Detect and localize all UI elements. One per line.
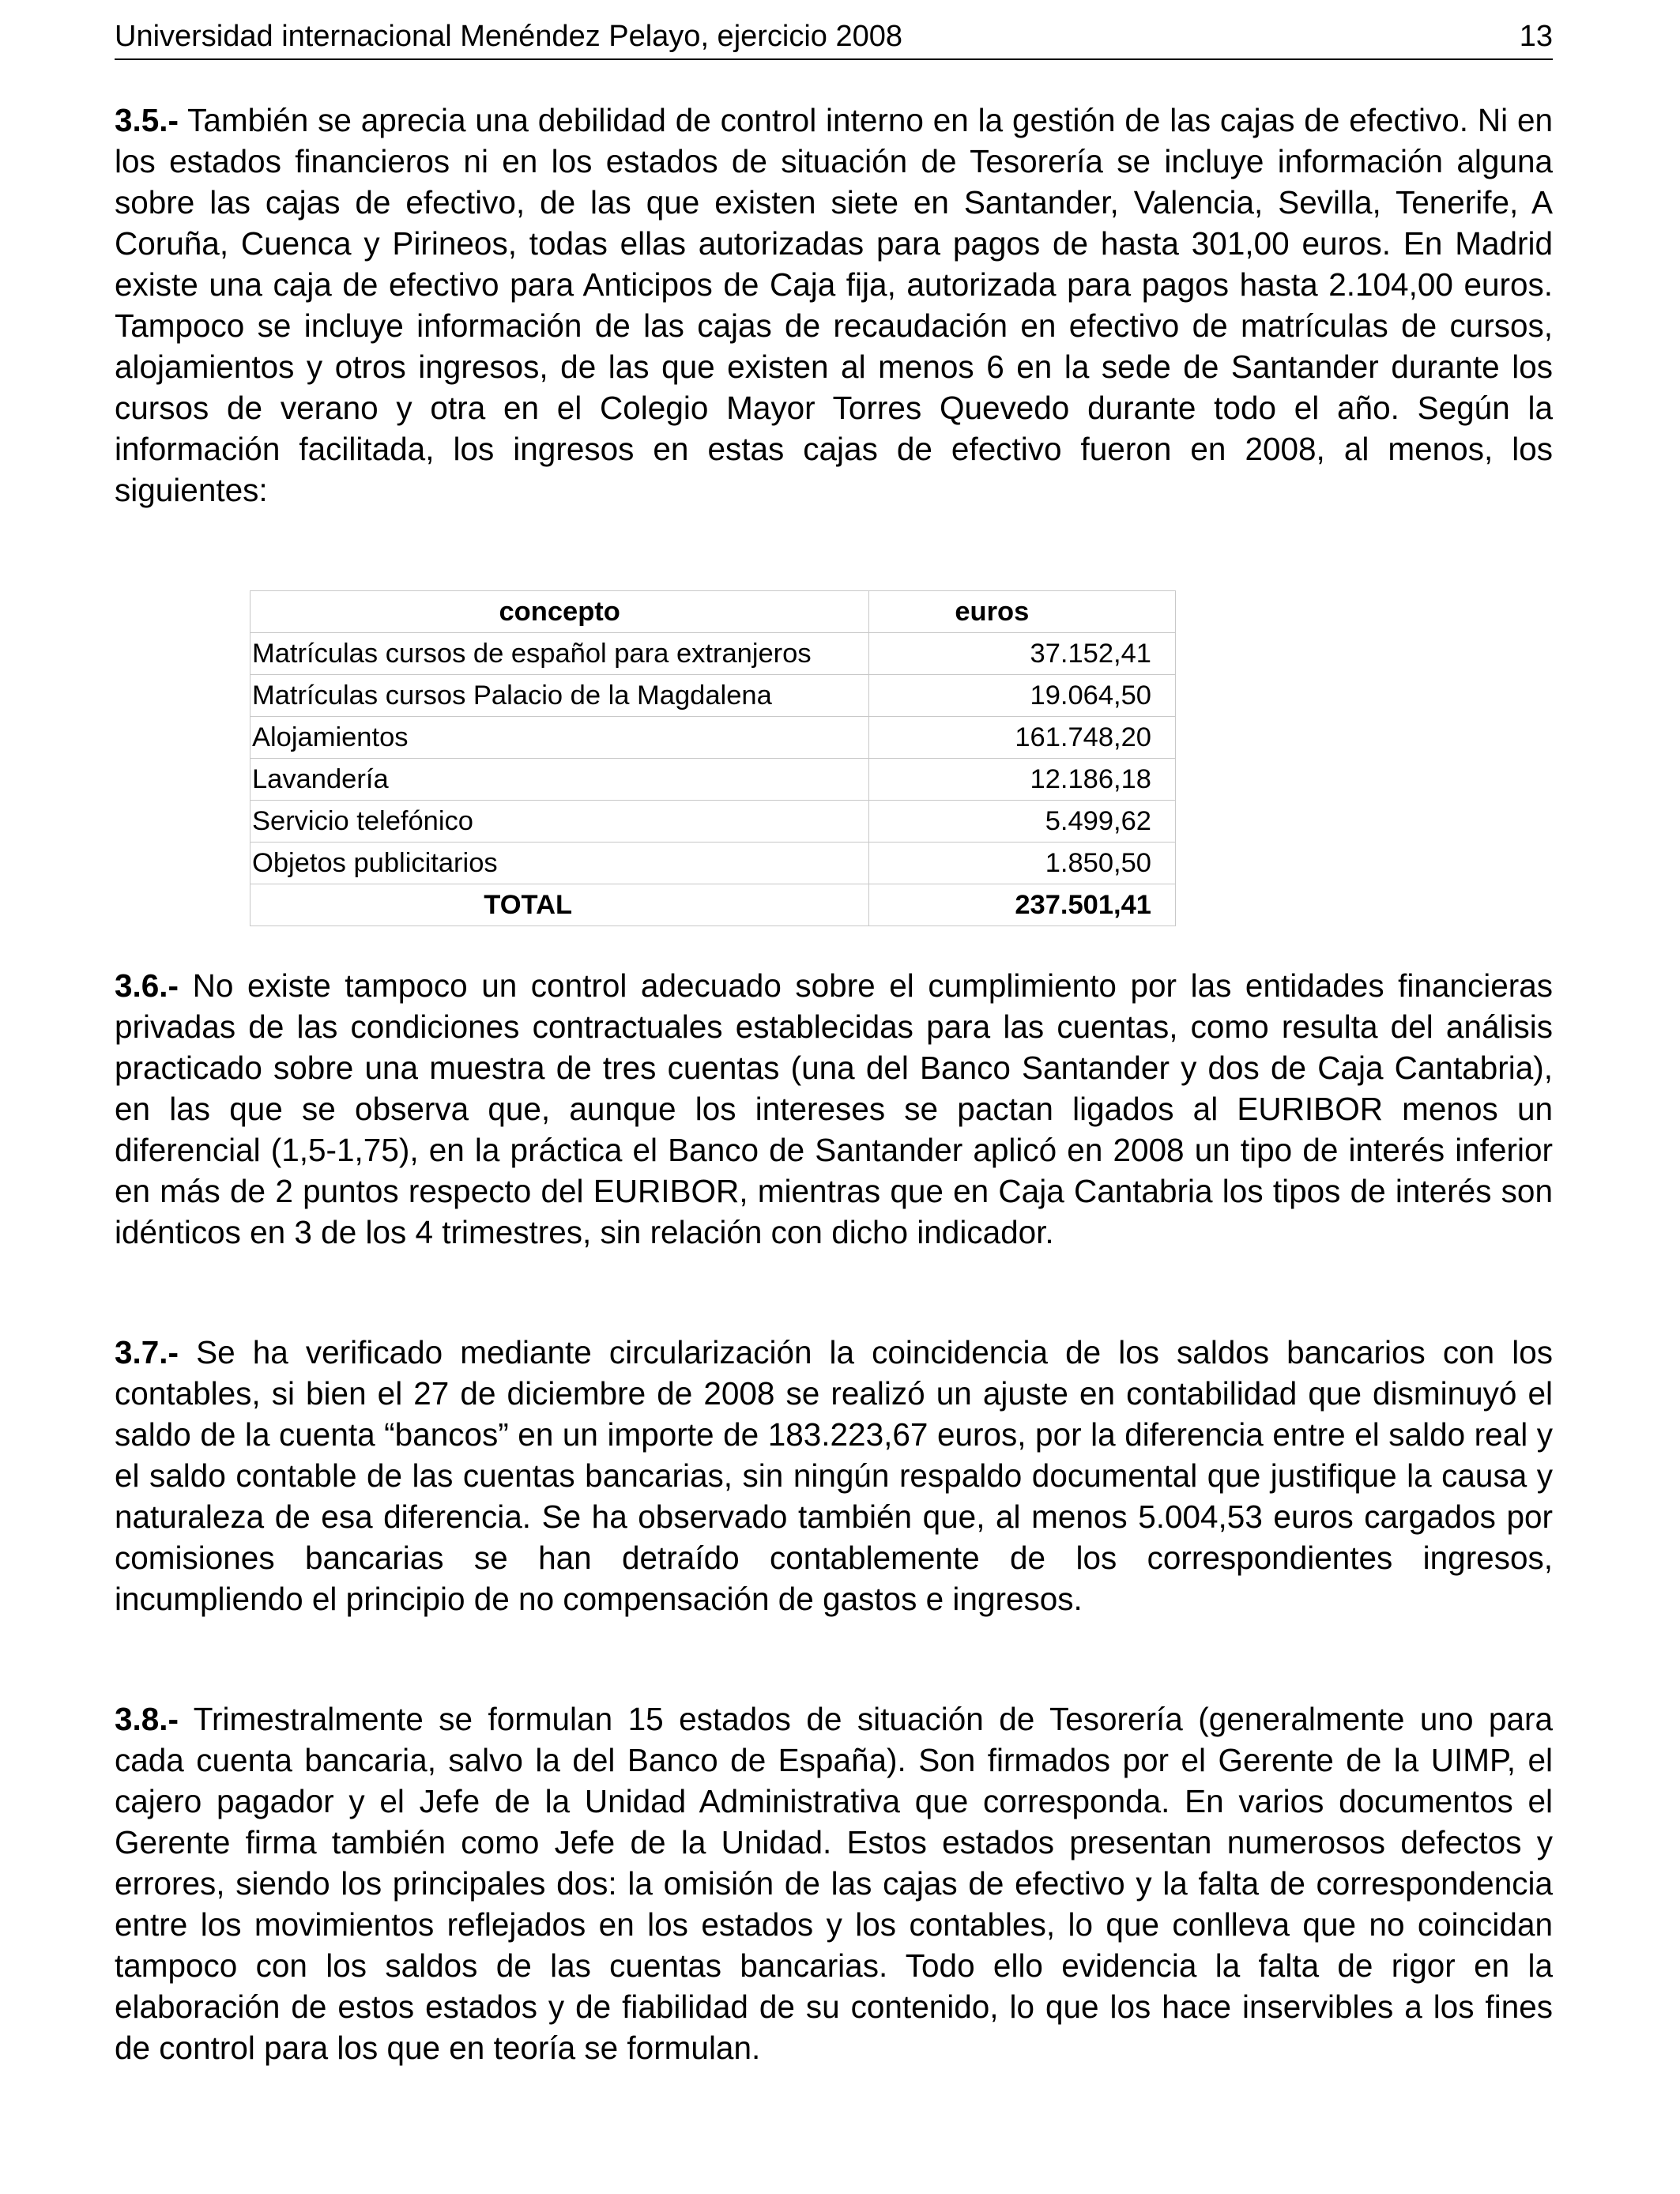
section-3-8 [115,1698,1553,2068]
section-3-7 [115,1332,1553,1619]
page-header [115,17,1553,60]
row-concept: Matrículas cursos Palacio de la Magdalena [250,675,869,717]
row-amount: 19.064,50 [869,675,1176,717]
section-3-6 [115,965,1553,1253]
section-number: 3.8.- [115,1701,179,1737]
header-title: Universidad internacional Menéndez Pelayo, ejercicio 2008 [115,20,903,53]
table-total-row [250,884,1176,926]
section-number: 3.7.- [115,1334,179,1370]
section-text: No existe tampoco un control adecuado sobre el cumplimiento por las entidades financieras privadas de las condiciones contractuales establecidas para las cuentas, como resulta del análisis practicado sobre una muestra de tres cuentas (una del Banco Santander y dos de Caja Cantabria), en las que se observa que, aunque los intereses se pactan ligados al EURIBOR menos un diferencial (1,5-1,75), en la práctica el Banco de Santander aplicó en 2008 un tipo de interés inferior en más de 2 puntos respecto del EURIBOR, mientras que en Caja Cantabria los tipos de interés son idénticos en 3 de los 4 trimestres, sin relación con dicho indicador. [115,967,1553,1250]
table-row [250,675,1176,717]
row-concept: Objetos publicitarios [250,843,869,884]
section-3-5 [115,100,1553,511]
row-concept: Servicio telefónico [250,801,869,843]
table-row [250,801,1176,843]
section-text: Se ha verificado mediante circularización la coincidencia de los saldos bancarios con los contables, si bien el 27 de diciembre de 2008 se realizó un ajuste en contabilidad que disminuyó el saldo de la cuenta “bancos” en un importe de 183.223,67 euros, por la diferencia entre el saldo real y el saldo contable de las cuentas bancarias, sin ningún respaldo documental que justifique la causa y naturaleza de esa diferencia. Se ha observado también que, al menos 5.004,53 euros cargados por comisiones bancarias se han detraído contablemente de los correspondientes ingresos, incumpliendo el principio de no compensación de gastos e ingresos. [115,1334,1553,1617]
row-concept: Alojamientos [250,717,869,759]
row-concept: Lavandería [250,759,869,801]
row-amount: 1.850,50 [869,843,1176,884]
total-amount: 237.501,41 [869,884,1176,926]
table-row [250,759,1176,801]
section-text: Trimestralmente se formulan 15 estados de situación de Tesorería (generalmente uno para cada cuenta bancaria, salvo la del Banco de España). Son firmados por el Gerente de la UIMP, el cajero pagador y el Jefe de la Unidad Administrativa que corresponda. En varios documentos el Gerente firma también como Jefe de la Unidad. Estos estados presentan numerosos defectos y errores, siendo los principales dos: la omisión de las cajas de efectivo y la falta de correspondencia entre los movimientos reflejados en los estados y los contables, lo que conlleva que no coincidan tampoco con los saldos de las cuentas bancarias. Todo ello evidencia la falta de rigor en la elaboración de estos estados y de fiabilidad de su contenido, lo que los hace inservibles a los fines de control para los que en teoría se formulan. [115,1701,1553,2066]
section-number: 3.6.- [115,967,179,1004]
section-text: También se aprecia una debilidad de control interno en la gestión de las cajas de efectivo. Ni en los estados financieros ni en los estados de situación de Tesorería se incluye información alguna sobre las cajas de efectivo, de las que existen siete en Santander, Valencia, Sevilla, Tenerife, A Coruña, Cuenca y Pirineos, todas ellas autorizadas para pagos de hasta 301,00 euros. En Madrid existe una caja de efectivo para Anticipos de Caja fija, autorizada para pagos hasta 2.104,00 euros. Tampoco se incluye información de las cajas de recaudación en efectivo de matrículas de cursos, alojamientos y otros ingresos, de las que existen al menos 6 en la sede de Santander durante los cursos de verano y otra en el Colegio Mayor Torres Quevedo durante todo el año. Según la información facilitada, los ingresos en estas cajas de efectivo fueron en 2008, al menos, los siguientes: [115,102,1553,508]
row-amount: 12.186,18 [869,759,1176,801]
page-number: 13 [1519,20,1553,53]
income-table [250,590,1176,926]
total-label: TOTAL [250,884,869,926]
table-row [250,633,1176,675]
column-header-concept: concepto [250,591,869,633]
row-amount: 161.748,20 [869,717,1176,759]
row-amount: 5.499,62 [869,801,1176,843]
table-row [250,717,1176,759]
row-concept: Matrículas cursos de español para extranjeros [250,633,869,675]
table-row [250,843,1176,884]
section-number: 3.5.- [115,102,179,138]
column-header-amount: euros [869,591,1176,633]
row-amount: 37.152,41 [869,633,1176,675]
table-header-row [250,591,1176,633]
